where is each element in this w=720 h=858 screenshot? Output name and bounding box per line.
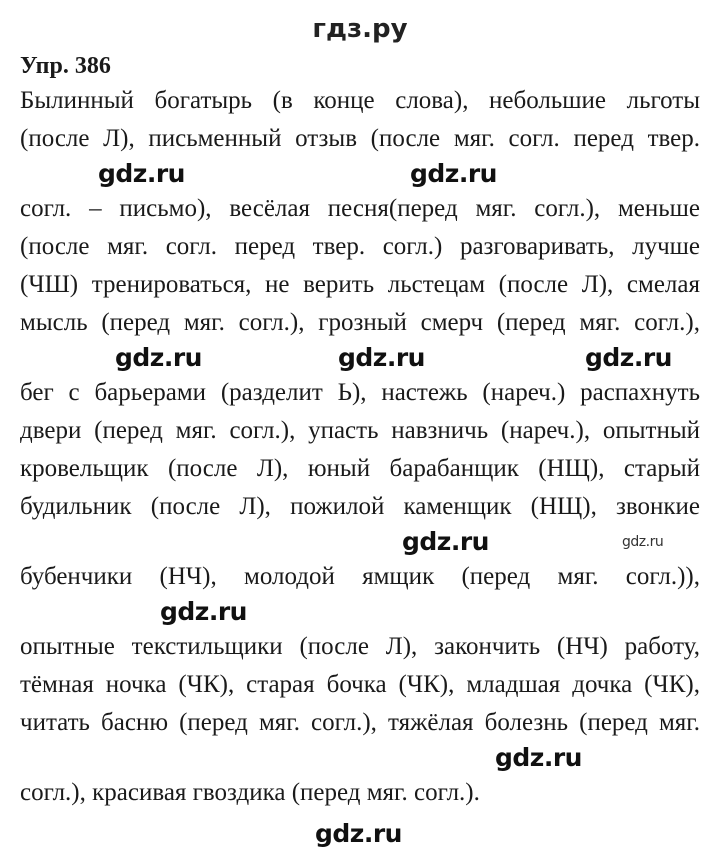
text-line: читать басню (перед мяг. согл.), тяжёлая болезнь (перед мяг. bbox=[20, 709, 700, 736]
site-title: гдз.ру bbox=[312, 14, 408, 44]
watermark-row bbox=[20, 342, 700, 374]
watermark: gdz.ru bbox=[160, 597, 247, 626]
watermark: gdz.ru bbox=[98, 159, 185, 188]
watermark: gdz.ru bbox=[115, 343, 202, 372]
text-line: согл.), красивая гвоздика (перед мяг. согл.). bbox=[20, 779, 480, 806]
text-line: тёмная ночка (ЧК), старая бочка (ЧК), младшая дочка (ЧК), bbox=[20, 671, 700, 698]
text-line: мысль (перед мяг. согл.), грозный смерч (перед мяг. согл.), bbox=[20, 309, 700, 336]
watermark-row bbox=[20, 596, 700, 628]
watermark-row bbox=[20, 742, 700, 774]
watermark: gdz.ru bbox=[585, 343, 672, 372]
text-line: будильник (после Л), пожилой каменщик (НЩ), звонкие bbox=[20, 493, 700, 520]
watermark: gdz.ru bbox=[410, 159, 497, 188]
watermark-row bbox=[0, 818, 720, 858]
text-line: бег с барьерами (разделит Ь), настежь (нареч.) распахнуть bbox=[20, 379, 700, 406]
watermark: gdz.ru bbox=[315, 819, 402, 848]
text-line: Былинный богатырь (в конце слова), небольшие льготы bbox=[20, 87, 700, 114]
text-line: (после Л), письменный отзыв (после мяг. согл. перед твер. bbox=[20, 125, 700, 152]
watermark: gdz.ru bbox=[622, 534, 664, 550]
watermark: gdz.ru bbox=[495, 743, 582, 772]
text-line: бубенчики (НЧ), молодой ямщик (перед мяг. согл.)), bbox=[20, 563, 700, 590]
text-line: двери (перед мяг. согл.), упасть навзничь (нареч.), опытный bbox=[20, 417, 700, 444]
watermark: gdz.ru bbox=[402, 527, 489, 556]
exercise-title: Упр. 386 bbox=[20, 53, 111, 79]
watermark: gdz.ru bbox=[338, 343, 425, 372]
watermark-row bbox=[20, 526, 700, 558]
answer-text bbox=[20, 82, 700, 812]
text-line: согл. – письмо), весёлая песня(перед мяг. согл.), меньше bbox=[20, 195, 700, 222]
text-line: (после мяг. согл. перед твер. согл.) разговаривать, лучше bbox=[20, 233, 700, 260]
text-line: кровельщик (после Л), юный барабанщик (НЩ), старый bbox=[20, 455, 700, 482]
text-line: опытные текстильщики (после Л), закончить (НЧ) работу, bbox=[20, 633, 700, 660]
watermark-row bbox=[20, 158, 700, 190]
text-line: (ЧШ) тренироваться, не верить льстецам (после Л), смелая bbox=[20, 271, 700, 298]
